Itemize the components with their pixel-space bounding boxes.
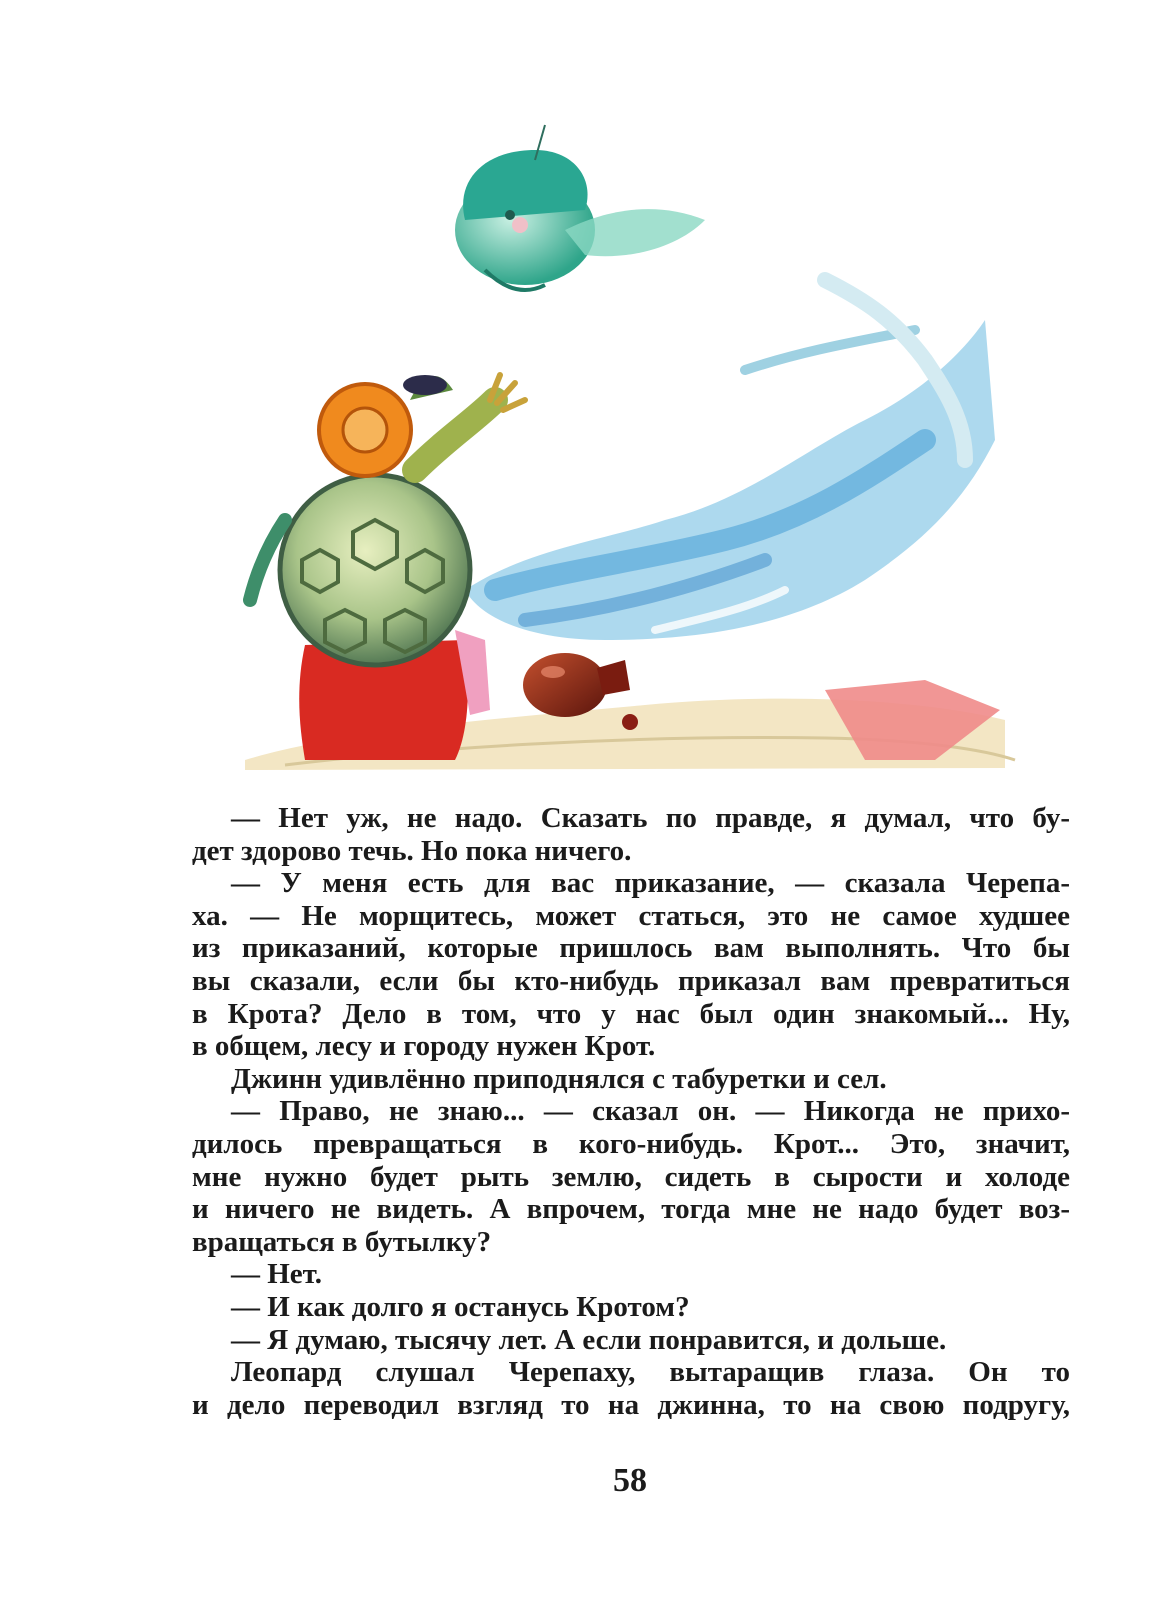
- text-line: дет здорово течь. Но пока ничего.: [192, 834, 632, 867]
- text-line: дилось превращаться в кого-нибудь. Крот... Это, значит,: [192, 1127, 1070, 1160]
- text-line: Леопард слушал Черепаху, вытаращив глаза. Он то: [231, 1356, 1070, 1389]
- text-line: — И как долго я останусь Кротом?: [231, 1290, 690, 1323]
- smoke-cloud: [465, 280, 995, 640]
- story-text: [192, 802, 1070, 1421]
- text-line: Джинн удивлённо приподнялся с табуретки и сел.: [231, 1062, 887, 1095]
- text-line: — Нет.: [231, 1258, 322, 1291]
- turtle-character: [250, 375, 525, 760]
- text-line: — Нет уж, не надо. Сказать по правде, я думал, что бу-: [231, 802, 1070, 834]
- story-illustration: [225, 120, 1030, 785]
- text-line: и ничего не видеть. А впрочем, тогда мне не надо будет воз-: [192, 1193, 1070, 1226]
- genie: [455, 125, 705, 290]
- text-line: — Право, не знаю... — сказал он. — Никогда не прихо-: [231, 1095, 1070, 1128]
- text-line: из приказаний, которые пришлось вам выполнять. Что бы: [192, 932, 1070, 965]
- text-line: и дело переводил взгляд то на джинна, то на свою подругу,: [192, 1388, 1070, 1421]
- page-number: 58: [613, 1462, 647, 1499]
- text-line: вы сказали, если бы кто-нибудь приказал вам превратиться: [192, 964, 1070, 997]
- text-line: ха. — Не морщитесь, может статься, это не самое худшее: [192, 899, 1070, 932]
- text-line: в Крота? Дело в том, что у нас был один знакомый... Ну,: [192, 997, 1070, 1030]
- text-line: в общем, лесу и городу нужен Крот.: [192, 1030, 656, 1063]
- text-line: вращаться в бутылку?: [192, 1225, 492, 1258]
- text-line: — У меня есть для вас приказание, — сказала Черепа-: [231, 867, 1070, 900]
- text-line: мне нужно будет рыть землю, сидеть в сырости и холоде: [192, 1160, 1070, 1193]
- text-line: — Я думаю, тысячу лет. А если понравится, и дольше.: [231, 1323, 947, 1356]
